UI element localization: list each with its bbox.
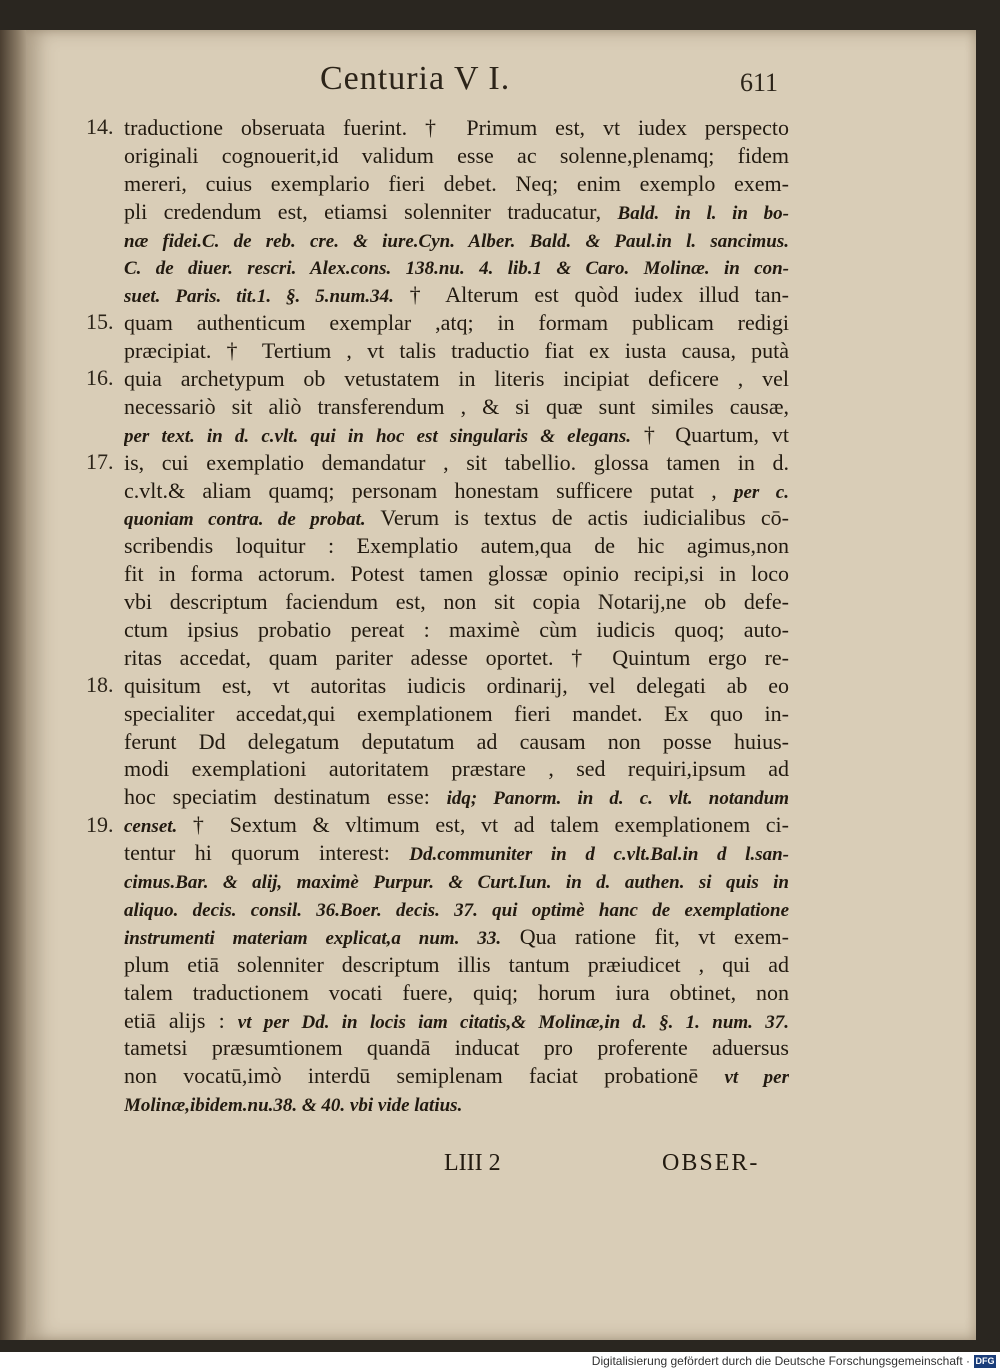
text-line [124,783,789,811]
text-span: † Quartum, vt [631,421,789,447]
text-span: hoc speciatim destinatum esse: [124,784,447,810]
text-line [124,449,789,477]
running-head: Centuria V I. [320,60,511,97]
credit-text: Digitalisierung gefördert durch die Deutsche Forschungsgemeinschaft · [591,1354,970,1368]
text-span: vbi descriptum faciendum est, non sit copia Notarij,ne ob defe- [124,589,789,615]
margin-number: 15. [86,309,114,335]
citation-span: aliquo. decis. consil. 36.Boer. decis. 37. qui optimè hanc de exemplatione [124,899,789,921]
text-line [124,560,789,588]
text-span: ferunt Dd delegatum deputatum ad causam non posse huius- [124,728,789,754]
citation-span: suet. Paris. tit.1. §. 5.num.34. [124,286,394,308]
citation-span: per text. in d. c.vlt. qui in hoc est singularis & elegans. [124,425,632,447]
catchword: OBSER- [662,1150,760,1176]
text-line [124,170,789,198]
citation-span: quoniam contra. de probat. [124,509,366,531]
text-span: † Alterum est quòd iudex illud tan- [393,282,789,308]
text-span: non vocatū,imò interdū semiplenam faciat probationē [124,1063,725,1089]
text-line [124,142,789,170]
citation-span: næ fidei.C. de reb. cre. & iure.Cyn. Alber. Bald. & Paul.in l. sancimus. [124,230,789,252]
text-span: plum etiā solenniter descriptum illis tantum præiudicet , qui ad [124,951,789,977]
text-line [124,365,789,393]
text-span: modi exemplationi autoritatem præstare , sed requiri,ipsum ad [124,756,789,782]
body-text [124,114,789,1118]
citation-span: vt per Dd. in locis iam citatis,& Molinæ,in d. §. 1. num. 37. [237,1011,789,1033]
text-span: originali cognouerit,id validum esse ac solenne,plenamq; fidem [124,142,789,168]
margin-number: 16. [86,365,114,391]
text-span: quam authenticum exemplar ,atq; in formam publicam redigi [124,310,789,336]
citation-span: Molinæ,ibidem.nu.38. & 40. vbi vide latius. [124,1095,463,1117]
text-line [124,253,789,281]
text-line [124,728,789,756]
text-line [124,672,789,700]
text-line [124,421,789,449]
text-line [124,895,789,923]
text-line [124,198,789,226]
text-span: quia archetypum ob vetustatem in literis incipiat deficere , vel [124,366,789,392]
text-span: fit in forma actorum. Potest tamen glossæ opinio recipi,si in loco [124,561,789,587]
text-line [124,616,789,644]
text-span: Verum is textus de actis iudicialibus cō- [365,505,789,531]
citation-span: Dd.communiter in d c.vlt.Bal.in d l.san- [409,844,789,866]
text-line [124,811,789,839]
citation-span: censet. [124,816,178,838]
text-span: necessariò sit aliò transferendum , & si quæ sunt similes causæ, [124,393,789,419]
text-line [124,700,789,728]
dfg-logo: DFG [975,1356,995,1366]
text-line [124,839,789,867]
citation-span: idq; Panorm. in d. c. vlt. notandum [446,788,789,810]
margin-number: 18. [86,672,114,697]
margin-number: 14. [86,114,114,139]
text-span: præcipiat. † Tertium , vt talis traductio fiat ex iusta causa, putà [124,338,789,364]
text-line [124,114,789,142]
text-span: c.vlt.& aliam quamq; personam honestam sufficere putat , [124,477,734,503]
text-line [124,951,789,979]
text-span: etiā alijs : [124,1007,238,1033]
text-line [124,337,789,365]
citation-span: Bald. in l. in bo- [617,202,789,224]
citation-span: C. de diuer. rescri. Alex.cons. 138.nu. 4. lib.1 & Caro. Molinæ. in con- [124,258,789,280]
text-span: tametsi præsumtionem quandā inducat pro proferente aduersus [124,1035,789,1061]
text-line [124,226,789,254]
text-line [124,588,789,616]
text-span: † Sextum & vltimum est, vt ad talem exemplationem ci- [177,812,789,838]
text-line [124,1007,789,1035]
text-span: specialiter accedat,qui exemplationem fieri mandet. Ex quo in- [124,700,789,726]
text-line [124,979,789,1007]
signature-mark: LIII 2 [444,1150,501,1176]
text-line [124,644,789,672]
text-line [124,393,789,421]
text-span: mereri, cuius exemplario fieri debet. Neq; enim exemplo exem- [124,170,789,196]
citation-span: cimus.Bar. & alij, maximè Purpur. & Curt.Iun. in d. authen. si quis in [124,872,789,894]
citation-span: instrumenti materiam explicat,a num. 33. [124,927,502,949]
text-span: is, cui exemplatio demandatur , sit tabellio. glossa tamen in d. [124,449,789,475]
text-line [124,1034,789,1062]
text-line [124,1062,789,1090]
text-span: ritas accedat, quam pariter adesse oportet. † Quintum ergo re- [124,644,789,670]
text-span: tentur hi quorum interest: [124,840,410,866]
text-line [124,1090,789,1118]
text-span: quisitum est, vt autoritas iudicis ordinarij, vel delegati ab eo [124,672,789,698]
text-span: pli credendum est, etiamsi solenniter traducatur, [124,198,618,224]
text-line [124,923,789,951]
text-line [124,532,789,560]
text-line [124,755,789,783]
digitization-credit [0,1352,1000,1372]
text-line [124,477,789,505]
citation-span: vt per [724,1067,789,1089]
text-line [124,504,789,532]
text-line [124,281,789,309]
text-span: talem traductionem vocati fuere, quiq; horum iura obtinet, non [124,979,789,1005]
text-span: scribendis loquitur : Exemplatio autem,qua de hic agimus,non [124,533,789,559]
text-span: ctum ipsius probatio pereat : maximè cùm iudicis quoq; auto- [124,617,789,643]
citation-span: per c. [733,481,789,503]
text-span: Qua ratione fit, vt exem- [501,923,789,949]
page-number: 611 [740,68,779,97]
text-span: traductione obseruata fuerint. † Primum est, vt iudex perspecto [124,115,789,140]
text-line [124,867,789,895]
margin-number: 17. [86,448,114,474]
text-line [124,309,789,337]
margin-number: 19. [86,811,114,837]
